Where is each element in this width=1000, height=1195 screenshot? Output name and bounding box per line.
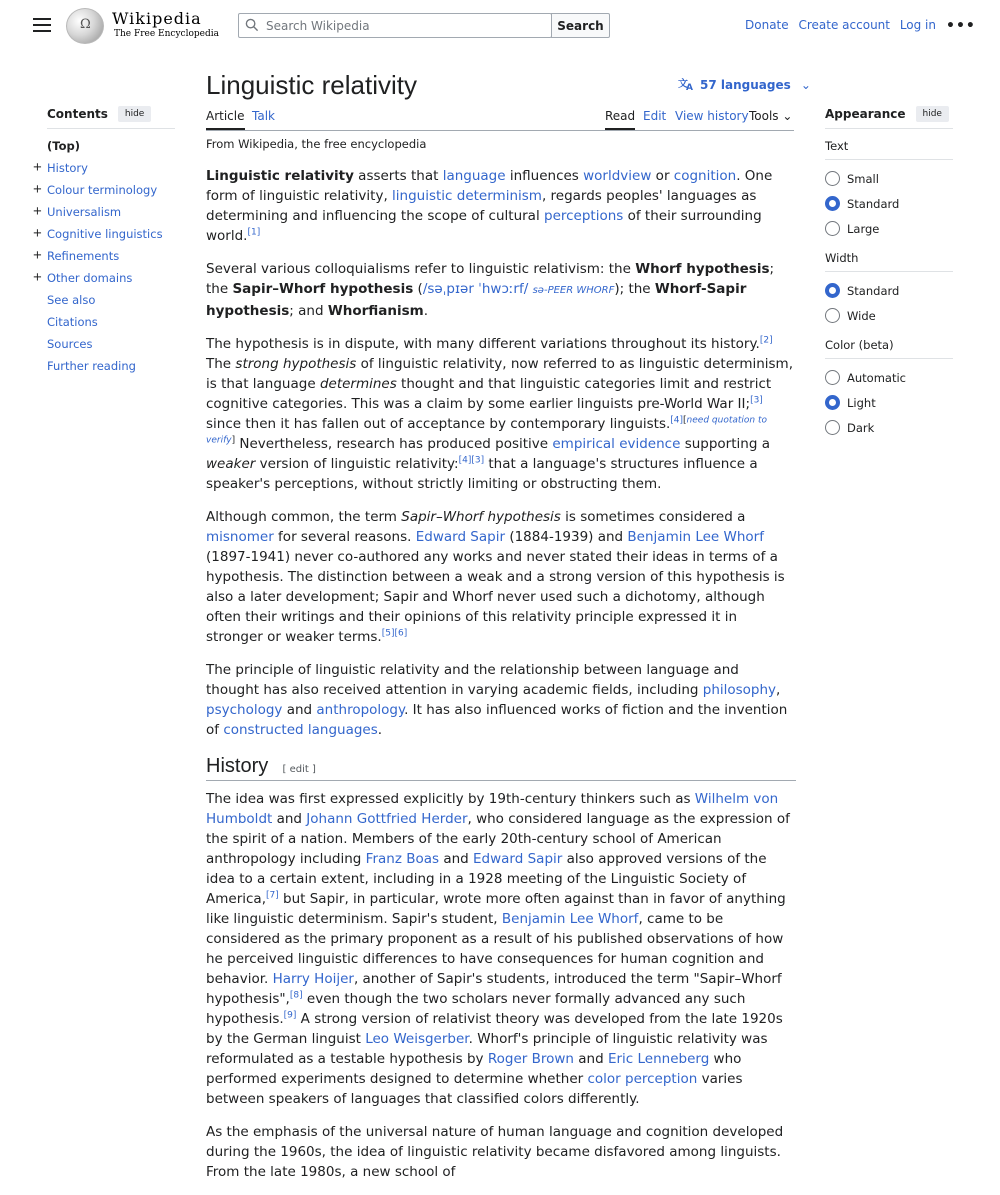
article-link[interactable]: Roger Brown xyxy=(487,1051,574,1067)
option-label: Standard xyxy=(847,196,900,211)
appearance-hide-button[interactable]: hide xyxy=(916,106,949,122)
article-link[interactable]: perceptions xyxy=(544,208,624,224)
toc-link[interactable]: Citations xyxy=(47,315,98,329)
language-count: 57 languages xyxy=(700,78,791,92)
text-run: version of linguistic relativity: xyxy=(255,456,459,472)
search-icon xyxy=(245,18,259,32)
article-link[interactable]: Wilhelm von Humboldt xyxy=(206,791,779,827)
article-link[interactable]: empirical evidence xyxy=(552,436,681,452)
appearance-option[interactable] xyxy=(825,191,953,216)
citation-link[interactable]: [3] xyxy=(750,395,763,406)
text-run: also approved versions of the idea to a certain extent, including in a 1928 meeting of the Linguistic Society of America, xyxy=(206,851,767,907)
toc-list xyxy=(29,135,175,377)
article-link[interactable]: anthropology xyxy=(316,702,405,718)
appearance-option[interactable] xyxy=(825,365,953,390)
article-link[interactable]: /səˌpɪər ˈhwɔːrf/ xyxy=(422,281,529,297)
citation-link[interactable]: [8] xyxy=(289,990,303,1001)
option-label: Wide xyxy=(847,308,876,323)
citation-link[interactable]: [1] xyxy=(247,227,261,238)
text-run: The principle of linguistic relativity and the relationship between language and thought has also received attention in varying academic fields, including xyxy=(206,662,739,698)
toc-item xyxy=(47,311,175,333)
text-run: even though the two scholars never formally advanced any such hypothesis. xyxy=(206,991,746,1027)
toc-item xyxy=(29,223,175,245)
paragraph xyxy=(206,507,796,647)
article-link[interactable]: constructed languages xyxy=(223,722,378,738)
text-run: ); the xyxy=(614,281,655,297)
article-link[interactable]: linguistic determinism xyxy=(392,188,542,204)
toc-link[interactable]: Refinements xyxy=(47,249,120,263)
text-run: ; and xyxy=(289,303,328,319)
citation-link[interactable]: [2] xyxy=(759,335,773,346)
appearance-option[interactable] xyxy=(825,390,953,415)
toc-header xyxy=(47,105,175,129)
wikipedia-tagline: The Free Encyclopedia xyxy=(114,29,219,39)
article-body xyxy=(206,166,796,1195)
text-run: The hypothesis is in dispute, with many different variations throughout its history. xyxy=(206,336,760,352)
text-run: (1884-1939) and xyxy=(505,529,628,545)
toc-item xyxy=(47,355,175,377)
citation-link[interactable]: [4] xyxy=(670,415,684,426)
text-run: The idea was first expressed explicitly by 19th-century thinkers such as xyxy=(206,791,695,807)
article-link[interactable]: misnomer xyxy=(206,529,274,545)
toc-hide-button[interactable]: hide xyxy=(118,106,151,122)
toc-item xyxy=(29,201,175,223)
toc-link[interactable]: See also xyxy=(47,293,96,307)
text-run: Although common, the term xyxy=(206,509,402,525)
search-input[interactable] xyxy=(266,16,546,35)
text-run: for several reasons. xyxy=(273,529,416,545)
radio-button[interactable] xyxy=(825,395,840,410)
main-menu-icon[interactable] xyxy=(33,18,51,33)
text-run: and xyxy=(573,1051,608,1067)
language-selector[interactable] xyxy=(678,77,811,92)
text-run: or xyxy=(651,168,674,184)
article-link[interactable]: Benjamin Lee Whorf xyxy=(501,911,639,927)
table-of-contents xyxy=(29,105,175,377)
text-run: Sapir–Whorf hypothesis xyxy=(232,281,414,297)
text-run: determines xyxy=(319,376,397,392)
text-run: . One form of linguistic relativity, xyxy=(206,168,773,204)
chevron-down-icon: ⌄ xyxy=(782,109,793,123)
paragraph xyxy=(206,660,796,740)
site-header xyxy=(0,0,1000,50)
text-run: of linguistic relativity, now referred to as linguistic determinism, is that language xyxy=(206,356,793,392)
text-run: thought and that linguistic categories limit and restrict cognitive categories. This was a claim by some earlier linguists pre-World War II; xyxy=(206,376,772,412)
paragraph xyxy=(206,789,796,1109)
radio-button[interactable] xyxy=(825,196,840,211)
text-run: strong hypothesis xyxy=(235,356,357,372)
article-link[interactable]: Franz Boas xyxy=(365,851,440,867)
appearance-options xyxy=(825,129,953,440)
citation-link[interactable]: [3] xyxy=(471,455,485,466)
expand-toggle-icon[interactable]: ✕ xyxy=(29,226,44,241)
more-options-icon[interactable]: ••• xyxy=(946,18,976,34)
text-run: Nevertheless, research has produced positive xyxy=(235,436,553,452)
language-icon xyxy=(678,77,694,91)
wikipedia-wordmark[interactable]: Wikipedia xyxy=(112,9,202,28)
expand-toggle-icon[interactable]: ✕ xyxy=(29,182,44,197)
text-run: . It has also influenced works of fiction and the invention of xyxy=(206,702,788,738)
text-run: and xyxy=(439,851,474,867)
text-run: influences xyxy=(505,168,584,184)
log-in-link[interactable]: Log in xyxy=(899,18,936,32)
article-link[interactable]: worldview xyxy=(583,168,652,184)
paragraph xyxy=(206,166,796,246)
page-tabs xyxy=(206,102,794,131)
text-run: and xyxy=(282,702,317,718)
toc-link[interactable]: Cognitive linguistics xyxy=(47,227,163,241)
text-run: but Sapir, in particular, wrote more often against than in favor of anything like linguistic determinism. Sapir's student, xyxy=(206,891,786,927)
text-run: As the emphasis of the universal nature of human language and cognition developed during the 1960s, the idea of linguistic relativity became disfavored among linguists. From the late 1980s, a new school of xyxy=(206,1124,784,1180)
option-label: Dark xyxy=(847,420,875,435)
text-run: , regards peoples' languages as determining and influencing the scope of cultural xyxy=(206,188,757,224)
option-label: Small xyxy=(847,171,879,186)
toc-item xyxy=(29,245,175,267)
wikipedia-globe-logo[interactable]: Ω xyxy=(66,8,104,44)
text-run: A strong version of relativist theory was developed from the late 1920s by the German linguist xyxy=(206,1011,783,1047)
appearance-option[interactable] xyxy=(825,166,953,191)
appearance-group-label: Width xyxy=(825,241,953,272)
toc-item xyxy=(29,179,175,201)
appearance-header xyxy=(825,105,953,129)
section-title: History xyxy=(206,755,269,777)
radio-button[interactable] xyxy=(825,308,840,323)
citation-link[interactable]: [7] xyxy=(265,890,279,901)
article-link[interactable]: Edward Sapir xyxy=(415,529,506,545)
page-title: Linguistic relativity xyxy=(206,70,417,100)
text-run: who performed experiments designed to determine whether xyxy=(206,1051,742,1087)
text-run: of their surrounding world. xyxy=(206,208,762,244)
toc-item xyxy=(47,135,175,157)
appearance-option[interactable] xyxy=(825,303,953,328)
text-run: varies between speakers of languages that classified colors differently. xyxy=(206,1071,743,1107)
toc-link[interactable]: Universalism xyxy=(47,205,122,219)
text-run: (1897-1941) never co-authored any works and never stated their ideas in terms of a hypothesis. The distinction between a weak and a strong version of this hypothesis is also a later development; Sapir and Whorf never used such a dichotomy, although often their writings and their opinions of this relativity principle expressed it in stronger or weaker terms. xyxy=(206,549,785,645)
paragraph xyxy=(206,259,796,321)
appearance-option[interactable] xyxy=(825,216,953,241)
toc-link[interactable]: (Top) xyxy=(47,139,80,153)
svg-text:文: 文 xyxy=(678,79,688,90)
article-link[interactable]: Benjamin Lee Whorf xyxy=(627,529,764,545)
tab-view-history[interactable]: View history xyxy=(675,109,749,123)
citation-bracket: ] xyxy=(231,435,236,446)
article-link[interactable]: language xyxy=(442,168,506,184)
tools-label: Tools xyxy=(749,109,779,123)
article-link[interactable]: cognition xyxy=(673,168,737,184)
text-run: , came to be considered as the primary proponent as a result of his published observations of how he perceived linguistic differences to have consequences for human cognition and behavior. xyxy=(206,911,784,987)
article-link[interactable]: psychology xyxy=(206,702,283,718)
appearance-option[interactable] xyxy=(825,415,953,440)
toc-item xyxy=(29,267,175,289)
expand-toggle-icon[interactable]: ✕ xyxy=(29,248,44,263)
article-link[interactable]: philosophy xyxy=(702,682,777,698)
site-subtitle: From Wikipedia, the free encyclopedia xyxy=(206,137,427,151)
text-run: that a language's structures influence a speaker's perceptions, without strictly limiting or obstructing them. xyxy=(206,456,758,492)
article-intro xyxy=(206,166,796,740)
expand-toggle-icon[interactable]: ✕ xyxy=(29,160,44,175)
article-link[interactable]: Leo Weisgerber xyxy=(365,1031,469,1047)
text-run: since then it has fallen out of acceptance by contemporary linguists. xyxy=(206,416,671,432)
toc-link[interactable]: Further reading xyxy=(47,359,136,373)
citation-bracket: [ xyxy=(683,415,687,426)
text-run: supporting a xyxy=(680,436,770,452)
text-run: ( xyxy=(413,281,423,297)
article-link[interactable]: Eric Lenneberg xyxy=(607,1051,710,1067)
option-label: Automatic xyxy=(847,370,906,385)
text-run: , xyxy=(776,682,781,698)
appearance-title: Appearance xyxy=(825,106,906,121)
toc-title: Contents xyxy=(47,106,108,121)
citation-link[interactable]: need quotation to verify xyxy=(206,415,768,446)
option-label: Light xyxy=(847,395,876,410)
tab-talk[interactable]: Talk xyxy=(252,109,275,123)
text-run: and xyxy=(272,811,307,827)
text-run: is sometimes considered a xyxy=(560,509,746,525)
paragraph xyxy=(206,1122,796,1182)
appearance-group-label: Color (beta) xyxy=(825,328,953,359)
section-heading-history xyxy=(206,753,796,781)
text-run: ; the xyxy=(206,261,775,297)
appearance-option[interactable] xyxy=(825,278,953,303)
text-run: Sapir–Whorf hypothesis xyxy=(401,509,561,525)
expand-toggle-icon[interactable]: ✕ xyxy=(29,270,44,285)
toc-item xyxy=(47,333,175,355)
tab-read[interactable]: Read xyxy=(605,109,635,130)
radio-button[interactable] xyxy=(825,283,840,298)
toc-link[interactable]: Sources xyxy=(47,337,93,351)
text-run: The xyxy=(206,356,236,372)
text-run: Whorf hypothesis xyxy=(635,261,770,277)
text-run: Whorf-Sapir hypothesis xyxy=(206,281,747,319)
chevron-down-icon: ⌄ xyxy=(800,78,811,92)
text-run: Linguistic relativity xyxy=(206,168,354,184)
text-run: Whorfianism xyxy=(327,303,424,319)
user-links xyxy=(739,18,936,32)
tab-tools[interactable] xyxy=(749,109,792,130)
appearance-panel xyxy=(825,105,953,440)
text-run: . xyxy=(377,722,383,738)
citation-link[interactable]: [6] xyxy=(394,628,408,639)
radio-button[interactable] xyxy=(825,420,840,435)
radio-button[interactable] xyxy=(825,171,840,186)
donate-link[interactable]: Donate xyxy=(745,18,789,32)
citation-link[interactable]: [9] xyxy=(283,1010,297,1021)
toc-link[interactable]: History xyxy=(47,161,88,175)
text-run: weaker xyxy=(206,456,256,472)
search-box[interactable] xyxy=(238,13,552,38)
text-run: Several various colloquialisms refer to linguistic relativism: the xyxy=(206,261,636,277)
toc-link[interactable]: Other domains xyxy=(47,271,133,285)
citation-link[interactable]: [5] xyxy=(381,628,395,639)
toc-item xyxy=(29,157,175,179)
article-link[interactable]: color perception xyxy=(587,1071,698,1087)
text-run: . Whorf's principle of linguistic relativity was reformulated as a testable hypothesis by xyxy=(206,1031,768,1067)
article-link[interactable]: Johann Gottfried Herder xyxy=(306,811,468,827)
search-button[interactable]: Search xyxy=(551,13,610,38)
text-run: , who considered language as the expression of the spirit of a nation. Members of the early 20th-century school of American anthropology including xyxy=(206,811,790,867)
appearance-group-label: Text xyxy=(825,129,953,160)
article-link[interactable]: sə-PEER WHORF xyxy=(532,285,615,296)
option-label: Standard xyxy=(847,283,900,298)
text-run: . xyxy=(423,303,429,319)
option-label: Large xyxy=(847,221,880,236)
article-link[interactable]: Harry Hoijer xyxy=(272,971,354,987)
history-section xyxy=(206,789,796,1182)
paragraph xyxy=(206,334,796,494)
tab-edit[interactable]: Edit xyxy=(643,109,667,123)
section-edit-link[interactable]: [ edit ] xyxy=(282,764,316,775)
tab-article[interactable]: Article xyxy=(206,109,245,130)
text-run: , another of Sapir's students, introduced the term "Sapir–Whorf hypothesis", xyxy=(206,971,782,1007)
toc-item xyxy=(47,289,175,311)
radio-button[interactable] xyxy=(825,370,840,385)
toc-link[interactable]: Colour terminology xyxy=(47,183,158,197)
main-content xyxy=(206,68,811,1180)
create-account-link[interactable]: Create account xyxy=(798,18,890,32)
text-run: asserts that xyxy=(353,168,443,184)
svg-text:A: A xyxy=(686,83,693,93)
radio-button[interactable] xyxy=(825,221,840,236)
citation-link[interactable]: [4] xyxy=(458,455,472,466)
expand-toggle-icon[interactable]: ✕ xyxy=(29,204,44,219)
article-link[interactable]: Edward Sapir xyxy=(473,851,563,867)
